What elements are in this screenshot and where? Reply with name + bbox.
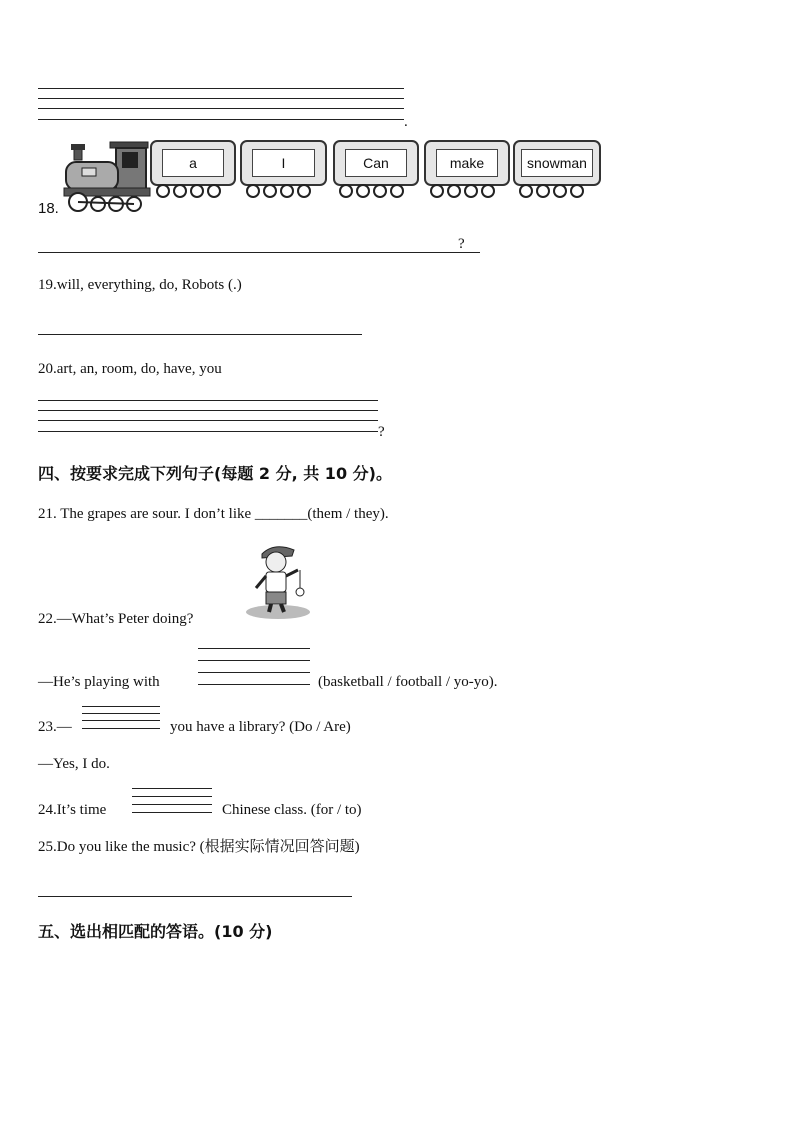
q22-answer-options: (basketball / football / yo-yo). (318, 674, 498, 690)
train-word-3: Can (345, 149, 407, 177)
train-car-4 (424, 140, 510, 198)
q23-reply: —Yes, I do. (38, 756, 110, 772)
train-car-2 (240, 140, 327, 198)
q24-prefix: 24.It’s time (38, 802, 107, 818)
q24-suffix: Chinese class. (for / to) (222, 802, 362, 818)
q18-end-mark: ? (458, 236, 465, 252)
q21-prompt: 21. The grapes are sour. I don’t like _______(them / they). (38, 506, 389, 522)
train-engine-icon (62, 138, 152, 214)
q25-answer-line[interactable] (38, 896, 352, 897)
q17-end-mark: . (404, 114, 408, 130)
train-car-1 (150, 140, 236, 198)
train-car-5 (513, 140, 601, 198)
q19-prompt: 19.will, everything, do, Robots (.) (38, 277, 242, 293)
wheels (156, 184, 221, 198)
q22-question: 22.—What’s Peter doing? (38, 611, 194, 627)
q20-end-mark: ? (378, 424, 385, 440)
q20-prompt: 20.art, an, room, do, have, you (38, 361, 222, 377)
wheels (246, 184, 311, 198)
section-4-title: 四、按要求完成下列句子(每题 2 分, 共 10 分)。 (38, 464, 392, 483)
train-word-4: make (436, 149, 498, 177)
wheels (339, 184, 404, 198)
q18-number: 18. (38, 200, 59, 217)
train-word-1: a (162, 149, 224, 177)
wheels (519, 184, 584, 198)
q19-answer-line[interactable] (38, 334, 362, 335)
train-word-5: snowman (521, 149, 593, 177)
wheels (430, 184, 495, 198)
section-5-title: 五、选出相匹配的答语。(10 分) (38, 922, 273, 941)
q25-prompt: 25.Do you like the music? (根据实际情况回答问题) (38, 839, 360, 855)
q22-answer-prefix: —He’s playing with (38, 674, 160, 690)
q23-suffix: you have a library? (Do / Are) (170, 719, 351, 735)
train-word-2: I (252, 149, 315, 177)
q18-answer-line[interactable] (38, 252, 480, 253)
train-car-3 (333, 140, 419, 198)
boy-with-yoyo-image (244, 542, 312, 622)
q23-prefix: 23.— (38, 719, 72, 735)
